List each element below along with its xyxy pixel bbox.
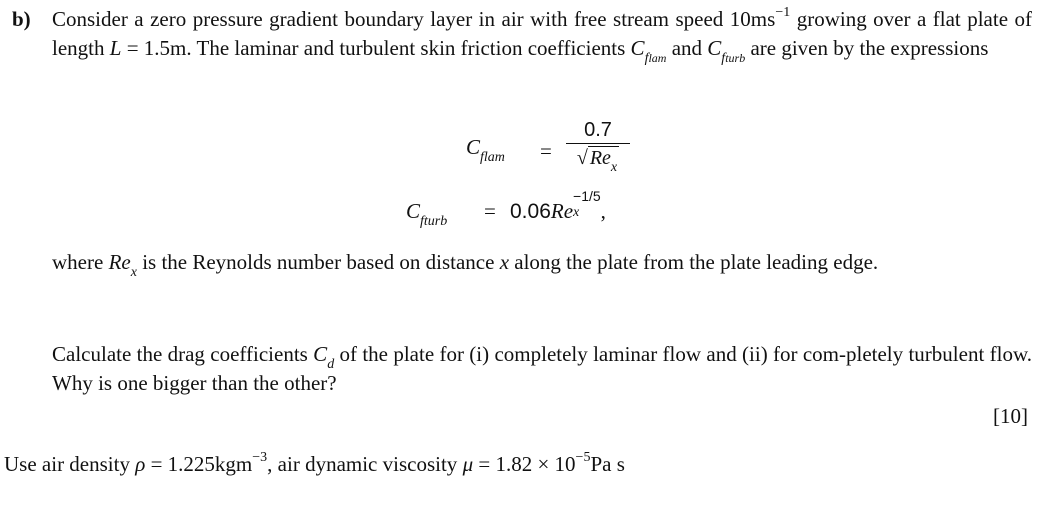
cf-turb-sub-f: f (721, 51, 726, 67)
question-block (12, 5, 1033, 67)
eq-lam-lhs-base: C (466, 135, 481, 159)
where-text-3: along the plate from the plate leading edge. (509, 250, 879, 274)
footer-rho-value: = 1.225kgm (145, 452, 253, 476)
eq-turb-equals: = (484, 199, 496, 223)
task-text-2: of the plate for (i) completely laminar flow and (ii) for com-pletely turbulent flow. Why is one bigger than the other? (52, 342, 1032, 395)
eq-turb-rhs (510, 188, 606, 226)
speed-exponent: −1 (775, 5, 791, 20)
task-cd-sub: d (327, 357, 335, 373)
where-re: Re (108, 250, 131, 274)
eq-lam-lhs (466, 133, 505, 166)
task-text-1: Calculate the drag coefficients (52, 342, 314, 366)
footer-mu: μ (462, 452, 474, 476)
eq-lam-numerator: 0.7 (566, 117, 630, 144)
definition-paragraph (52, 248, 1032, 281)
speed-value (730, 7, 790, 31)
where-x: x (499, 250, 510, 274)
intro-text-1: Consider a zero pressure gradient boundary layer in air with free stream speed (52, 7, 730, 31)
cf-lam-base: C (630, 36, 645, 60)
footer-mu-unit: Pa s (590, 452, 625, 476)
eq-turb-lhs-sub-f: f (420, 214, 424, 230)
equation-laminar (380, 115, 680, 175)
eq-turb-comma: , (600, 199, 606, 223)
intro-text-4: are given by the expressions (745, 36, 989, 60)
eq-turb-lhs-sub-turb: turb (423, 214, 448, 230)
eq-turb-lhs-base: C (406, 199, 421, 223)
eq-turb-coef: 0.06 (510, 200, 551, 223)
eq-turb-lhs (406, 197, 448, 230)
where-re-sub: x (130, 265, 137, 281)
footer-text-2: , air dynamic viscosity (267, 452, 463, 476)
marks-label: [10] (993, 404, 1028, 428)
task-paragraph (52, 340, 1032, 398)
cf-lam-symbol (630, 36, 667, 67)
where-text-1: where (52, 250, 109, 274)
cf-lam-sub-f: f (644, 51, 649, 67)
eq-lam-lhs-sub-lam: lam (483, 150, 505, 166)
eq-turb-sub: x (573, 205, 580, 220)
question-label: b) (12, 7, 31, 31)
eq-turb-re: Re (550, 199, 574, 223)
question-intro (52, 5, 1033, 67)
equation-block (380, 115, 680, 230)
footer-mu-exp: −5 (575, 450, 591, 465)
footer-mu-value: = 1.82 × 10 (473, 452, 576, 476)
footer-rho: ρ (135, 452, 146, 476)
task-cd: C (313, 342, 328, 366)
eq-lam-equals: = (540, 139, 552, 163)
length-equation: = 1.5m. The laminar and turbulent skin friction coefficients (121, 36, 631, 60)
cf-turb-symbol (707, 36, 746, 67)
eq-lam-den-re: Re (589, 147, 611, 169)
eq-lam-denominator (566, 144, 630, 175)
eq-lam-lhs-sub-f: f (480, 150, 484, 166)
eq-lam-den-sub: x (610, 160, 618, 175)
intro-text-2: growing over a flat plate of length (52, 7, 1033, 60)
cf-turb-sub-turb: turb (725, 51, 746, 66)
footer-text-1: Use air density (4, 452, 136, 476)
cf-lam-sub-lam: lam (648, 51, 667, 66)
cf-turb-base: C (707, 36, 722, 60)
where-text-2: is the Reynolds number based on distance (136, 250, 500, 274)
equation-turbulent (380, 181, 680, 230)
eq-lam-fraction (566, 117, 630, 175)
eq-turb-exp: −1/5 (573, 188, 601, 204)
intro-text-3: and (666, 36, 708, 60)
sqrt-icon: √ (576, 147, 588, 169)
footer-note (4, 450, 625, 479)
footer-rho-exp: −3 (252, 450, 268, 465)
length-variable: L (109, 36, 122, 60)
speed-number: 10ms (729, 7, 776, 31)
